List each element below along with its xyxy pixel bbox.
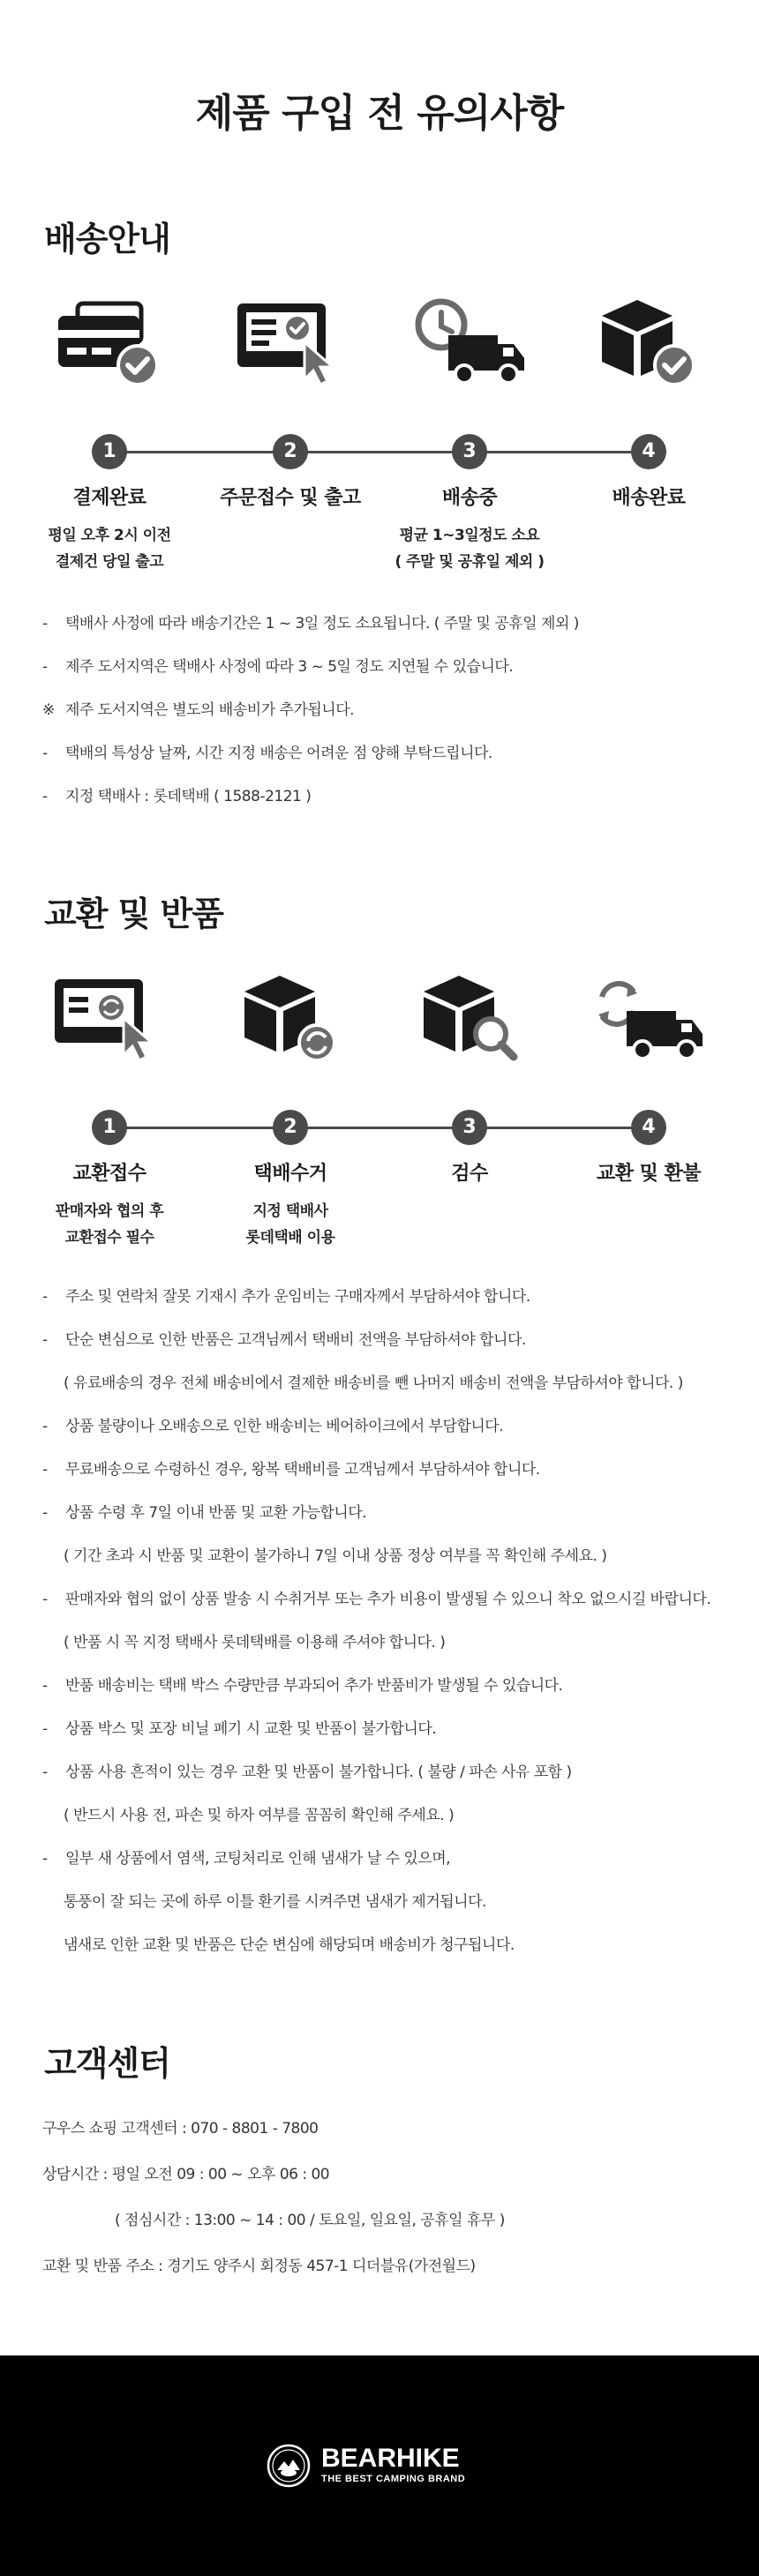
brand-logo bbox=[267, 2442, 496, 2490]
brand-name: BEARHIKE bbox=[321, 2444, 460, 2473]
note-text: 판매자와 협의 없이 상품 발송 시 수취거부 또는 추가 비용이 발생될 수 있으니 착오 없으시길 바랍니다. bbox=[65, 1591, 711, 1608]
exchange-notes bbox=[42, 1276, 740, 1967]
note-bullet: - bbox=[42, 1764, 48, 1781]
shipping-note bbox=[42, 732, 740, 775]
shipping-step-3-sub: 평균 1~3일정도 소요 ( 주말 및 공휴일 제외 ) bbox=[395, 527, 545, 571]
note-text: ( 기간 초과 시 반품 및 교환이 불가하니 7일 이내 상품 정상 여부를 꼭 확인해 주세요. ) bbox=[64, 1547, 607, 1565]
customer-center-line: 상담시간 : 평일 오전 09 : 00 ~ 오후 06 : 00 bbox=[42, 2166, 330, 2183]
note-text: 일부 새 상품에서 염색, 코팅처리로 인해 냄새가 날 수 있으며, bbox=[65, 1850, 451, 1868]
exchange-note bbox=[42, 1405, 740, 1449]
exchange-note bbox=[42, 1449, 740, 1492]
customer-center-info bbox=[42, 2106, 740, 2289]
shipping-section-title: 배송안내 bbox=[44, 220, 170, 258]
credit-card-check-icon bbox=[42, 291, 175, 397]
shipping-step-1-number: 1 bbox=[92, 434, 127, 469]
customer-center-line: 교환 및 반품 주소 : 경기도 양주시 회정동 457-1 디더블유(가전월드) bbox=[42, 2258, 476, 2275]
shipping-step-2-number: 2 bbox=[273, 434, 308, 469]
exchange-step-3-number: 3 bbox=[452, 1110, 487, 1145]
customer-center-line: 구우스 쇼핑 고객센터 : 070 - 8801 - 7800 bbox=[42, 2120, 319, 2138]
exchange-note bbox=[42, 1578, 740, 1621]
exchange-note bbox=[42, 1535, 740, 1578]
note-text: 제주 도서지역은 별도의 배송비가 추가됩니다. bbox=[65, 701, 355, 719]
shipping-note bbox=[42, 689, 740, 732]
note-bullet: - bbox=[42, 1850, 48, 1868]
shipping-note bbox=[42, 646, 740, 689]
exchange-steps-line bbox=[109, 1127, 651, 1129]
shipping-notes bbox=[42, 603, 740, 819]
note-bullet: - bbox=[42, 1288, 48, 1306]
note-text: 주소 및 연락처 잘못 기재시 추가 운임비는 구매자께서 부담하셔야 합니다. bbox=[65, 1288, 530, 1306]
note-text: ( 반품 시 꼭 지정 택배사 롯데택배를 이용해 주셔야 합니다. ) bbox=[64, 1634, 446, 1651]
exchange-step-2-number: 2 bbox=[273, 1110, 308, 1145]
note-bullet: - bbox=[42, 1504, 48, 1522]
note-bullet: - bbox=[42, 1461, 48, 1479]
exchange-note bbox=[42, 1881, 740, 1924]
exchange-step-1-label: 교환접수 bbox=[72, 1163, 147, 1185]
refresh-truck-icon bbox=[582, 967, 715, 1073]
note-bullet: - bbox=[42, 1418, 48, 1435]
exchange-step-2-label: 택배수거 bbox=[253, 1163, 327, 1185]
note-text: 냄새로 인한 교환 및 반품은 단순 변심에 해당되며 배송비가 청구됩니다. bbox=[64, 1936, 515, 1954]
shipping-step-1-label: 결제완료 bbox=[72, 487, 147, 509]
exchange-icons-row bbox=[0, 967, 759, 1073]
exchange-note bbox=[42, 1492, 740, 1535]
exchange-note bbox=[42, 1794, 740, 1838]
clock-truck-icon bbox=[404, 291, 537, 397]
note-text: 무료배송으로 수령하신 경우, 왕복 택배비를 고객님께서 부담하셔야 합니다. bbox=[65, 1461, 540, 1479]
note-bullet: - bbox=[42, 1720, 48, 1738]
note-bullet: - bbox=[42, 658, 48, 676]
shipping-icons-row bbox=[0, 291, 759, 397]
exchange-step-4-label: 교환 및 환불 bbox=[596, 1163, 702, 1185]
note-bullet: - bbox=[42, 1677, 48, 1695]
shipping-step-4-label: 배송완료 bbox=[612, 487, 686, 509]
screen-refresh-cursor-icon bbox=[42, 967, 175, 1073]
exchange-note bbox=[42, 1751, 740, 1794]
note-text: 상품 불량이나 오배송으로 인한 배송비는 베어하이크에서 부담합니다. bbox=[65, 1418, 504, 1435]
note-bullet: - bbox=[42, 615, 48, 633]
footer bbox=[0, 2355, 759, 2576]
exchange-step-2-sub: 지정 택배사 롯데택배 이용 bbox=[245, 1202, 335, 1247]
note-bullet: - bbox=[42, 1331, 48, 1349]
order-screen-cursor-icon bbox=[225, 291, 357, 397]
box-check-icon bbox=[582, 291, 715, 397]
customer-center-title: 고객센터 bbox=[44, 2044, 170, 2083]
brand-tagline: THE BEST CAMPING BRAND bbox=[321, 2474, 466, 2484]
note-text: 상품 박스 및 포장 비닐 폐기 시 교환 및 반품이 불가합니다. bbox=[65, 1720, 437, 1738]
box-search-icon bbox=[404, 967, 537, 1073]
note-text: 상품 사용 흔적이 있는 경우 교환 및 반품이 불가합니다. ( 불량 / 파손 사유 포함 ) bbox=[65, 1764, 572, 1781]
note-text: ( 반드시 사용 전, 파손 및 하자 여부를 꼼꼼히 확인해 주세요. ) bbox=[64, 1807, 455, 1824]
bear-emblem-icon bbox=[267, 2444, 311, 2488]
customer-center-line: ( 점심시간 : 13:00 ~ 14 : 00 / 토요일, 일요일, 공휴일 휴무 ) bbox=[115, 2212, 505, 2229]
exchange-note bbox=[42, 1708, 740, 1751]
shipping-step-2-label: 주문접수 및 출고 bbox=[220, 487, 361, 509]
exchange-step-4-number: 4 bbox=[631, 1110, 666, 1145]
note-bullet: - bbox=[42, 1591, 48, 1608]
note-bullet: - bbox=[42, 745, 48, 762]
exchange-step-1-sub: 판매자와 협의 후 교환접수 필수 bbox=[55, 1202, 164, 1247]
note-text: 제주 도서지역은 택배사 사정에 따라 3 ~ 5일 정도 지연될 수 있습니다. bbox=[65, 658, 514, 676]
note-text: 택배사 사정에 따라 배송기간은 1 ~ 3일 정도 소요됩니다. ( 주말 및 공휴일 제외 ) bbox=[65, 615, 579, 633]
note-text: 단순 변심으로 인한 반품은 고객님께서 택배비 전액을 부담하셔야 합니다. bbox=[65, 1331, 526, 1349]
note-text: 상품 수령 후 7일 이내 반품 및 교환 가능합니다. bbox=[65, 1504, 367, 1522]
exchange-note bbox=[42, 1276, 740, 1319]
shipping-step-3-number: 3 bbox=[452, 434, 487, 469]
exchange-section-title: 교환 및 반품 bbox=[44, 895, 223, 933]
exchange-note bbox=[42, 1319, 740, 1362]
exchange-note bbox=[42, 1924, 740, 1967]
shipping-step-1-sub: 평일 오후 2시 이전 결제건 당일 출고 bbox=[48, 527, 171, 571]
note-bullet: ※ bbox=[42, 701, 55, 719]
note-bullet: - bbox=[42, 788, 48, 805]
page-title: 제품 구입 전 유의사항 bbox=[195, 91, 564, 136]
exchange-step-3-label: 검수 bbox=[451, 1163, 488, 1185]
shipping-note bbox=[42, 603, 740, 646]
shipping-note bbox=[42, 775, 740, 819]
box-refresh-icon bbox=[225, 967, 357, 1073]
shipping-step-3-label: 배송중 bbox=[441, 487, 498, 509]
exchange-note bbox=[42, 1362, 740, 1405]
exchange-note bbox=[42, 1838, 740, 1881]
note-text: 반품 배송비는 택배 박스 수량만큼 부과되어 추가 반품비가 발생될 수 있습니다. bbox=[65, 1677, 563, 1695]
note-text: 택배의 특성상 날짜, 시간 지정 배송은 어려운 점 양해 부탁드립니다. bbox=[65, 745, 492, 762]
exchange-note bbox=[42, 1665, 740, 1708]
exchange-note bbox=[42, 1621, 740, 1665]
note-text: 통풍이 잘 되는 곳에 하루 이틀 환기를 시켜주면 냄새가 제거됩니다. bbox=[64, 1893, 486, 1911]
shipping-steps-line bbox=[109, 451, 651, 453]
note-text: ( 유료배송의 경우 전체 배송비에서 결제한 배송비를 뺀 나머지 배송비 전액을 부담하셔야 합니다. ) bbox=[64, 1374, 683, 1392]
note-text: 지정 택배사 : 롯데택배 ( 1588-2121 ) bbox=[65, 788, 312, 805]
shipping-step-4-number: 4 bbox=[631, 434, 666, 469]
exchange-step-1-number: 1 bbox=[92, 1110, 127, 1145]
